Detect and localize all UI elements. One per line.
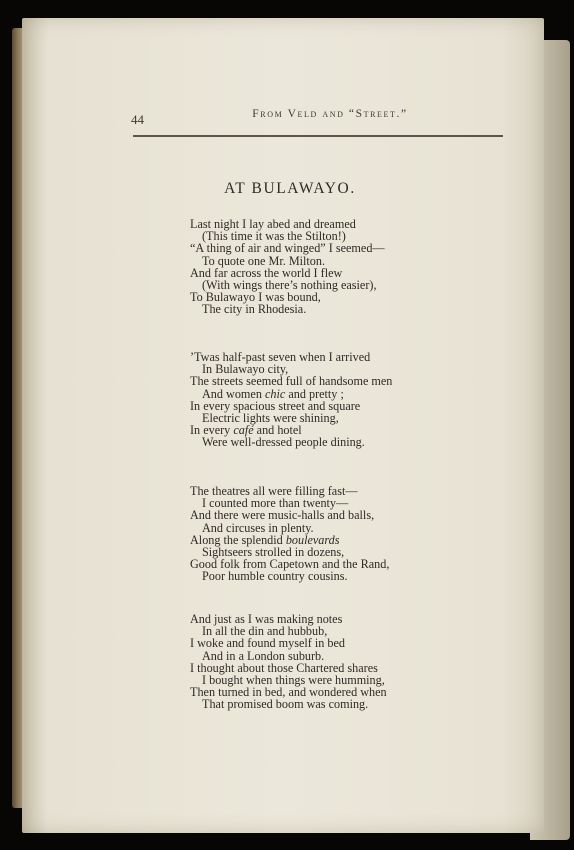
line-segment: and hotel	[253, 423, 302, 438]
italic-word: boulevards	[285, 532, 340, 547]
line-segment: and pretty ;	[285, 386, 344, 401]
poem-line: In all the din and hubbub,	[202, 624, 328, 639]
poem-line: The city in Rhodesia.	[202, 302, 307, 317]
poem-line: I counted more than twenty—	[202, 496, 349, 511]
running-title: From Veld and “Street.”	[252, 108, 408, 120]
poem-line: That promised boom was coming.	[202, 697, 369, 712]
stanza-4	[190, 613, 387, 711]
poem-line: The streets seemed full of handsome men	[190, 374, 393, 389]
poem-line: Sightseers strolled in dozens,	[202, 545, 345, 560]
poem-line: Poor humble country cousins.	[202, 569, 348, 584]
poem-line: Good folk from Capetown and the Rand,	[190, 557, 390, 572]
poem-line: Electric lights were shining,	[202, 411, 339, 426]
poem-line	[190, 388, 392, 400]
stanza-3	[190, 485, 389, 583]
poem-line: In Bulawayo city,	[202, 362, 289, 377]
poem-line: In every spacious street and square	[190, 398, 361, 413]
line-segment: In every	[190, 423, 234, 438]
poem-line: And in a London suburb.	[202, 648, 325, 663]
line-segment: Along the splendid	[190, 532, 286, 547]
poem-line: (This time it was the Stilton!)	[202, 229, 346, 244]
poem-line: Were well-dressed people dining.	[202, 435, 365, 450]
poem-line: I bought when things were humming,	[202, 673, 385, 688]
poem-title: AT BULAWAYO.	[224, 180, 356, 197]
poem-line: (With wings there’s nothing easier),	[202, 278, 377, 293]
header-rule	[133, 135, 503, 137]
poem-line: To Bulawayo I was bound,	[190, 290, 321, 305]
poem-line: And far across the world I flew	[190, 265, 343, 280]
poem-line: Then turned in bed, and wondered when	[190, 685, 387, 700]
line-segment: And women	[202, 386, 265, 401]
poem-line: “A thing of air and winged” I seemed—	[190, 241, 385, 256]
poem-line: And circuses in plenty.	[202, 520, 314, 535]
poem-line: I woke and found myself in bed	[190, 636, 346, 651]
poem-line: Last night I lay abed and dreamed	[190, 217, 356, 231]
poem-line: To quote one Mr. Milton.	[202, 253, 326, 268]
stanza-1	[190, 218, 385, 316]
poem-line: I thought about those Chartered shares	[190, 660, 378, 675]
italic-word: café	[233, 423, 254, 438]
poem-line: And just as I was making notes	[190, 612, 343, 626]
italic-word: chic	[264, 386, 286, 401]
stanza-2	[190, 351, 392, 449]
page-number: 44	[131, 112, 144, 127]
poem-line: And there were music-halls and balls,	[190, 508, 375, 523]
poem-line: The theatres all were filling fast—	[190, 484, 358, 498]
poem-line: ’Twas half-past seven when I arrived	[190, 350, 371, 364]
